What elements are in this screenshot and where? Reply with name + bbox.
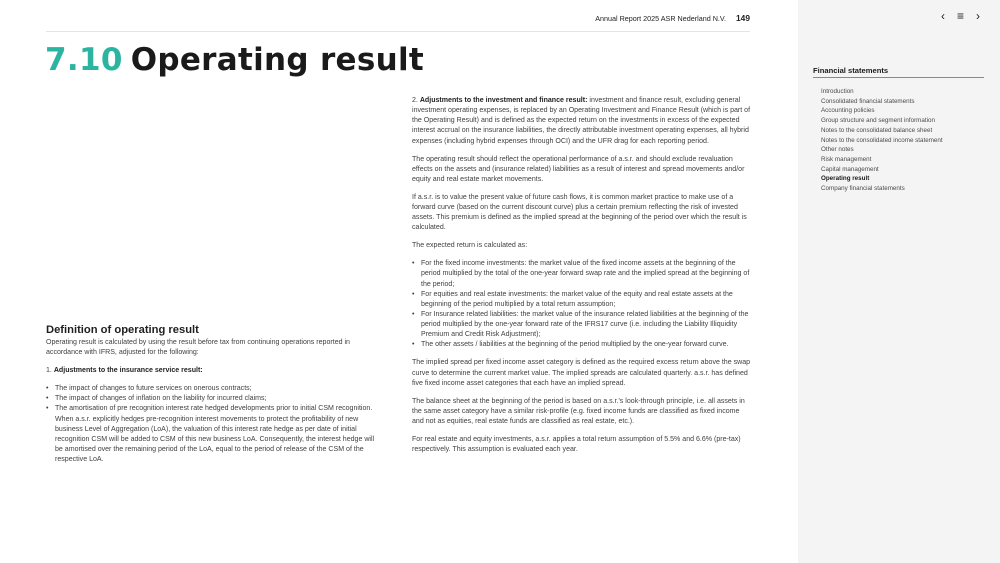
sidebar-item-capital-management[interactable]: Capital management (821, 165, 879, 173)
sidebar-item-group-structure[interactable]: Group structure and segment information (821, 117, 935, 125)
paragraph: The expected return is calculated as: (412, 242, 528, 250)
section-title: Operating result (130, 42, 425, 78)
page-navigation (941, 9, 980, 23)
list-item: • The impact of changes of inflation on the liability for incurred claims; (46, 394, 382, 404)
sidebar-item-operating-result[interactable]: Operating result (821, 175, 870, 183)
header-divider (46, 31, 750, 32)
sidebar-item-notes-balance-sheet[interactable]: Notes to the consolidated balance sheet (821, 126, 933, 134)
list-item: • The other assets / liabilities at the beginning of the period multiplied by the one-year forward curve. (412, 340, 751, 350)
list-item: • For Insurance related liabilities: the market value of the insurance related liabilities at the beginning of the period multiplied by the one-year forward rate of the IFRS17 curve (i.e. including the Liability Illiquidity Premium and Credit Risk Adjustment); (412, 310, 751, 340)
sidebar-item-accounting-policies[interactable]: Accounting policies (821, 107, 875, 115)
sidebar-item-notes-income-statement[interactable]: Notes to the consolidated income statement (821, 136, 943, 144)
sidebar-item-consolidated-financial-statements[interactable]: Consolidated financial statements (821, 97, 915, 105)
sidebar-item-other-notes[interactable]: Other notes (821, 146, 854, 154)
navigation-sidebar (798, 0, 1000, 563)
adjustment-1-list (46, 384, 382, 465)
list-item: • The amortisation of pre recognition interest rate hedged developments prior to initial CSM recognition. When a.s.r. explicitly hedges pre-recognition interest movements to protect the profitability of new business Level of Aggregation (LoA), the valuation of this interest rate hedge as per date of initial recognition CSM will be added to CSM of this new business LoA. Consequently, the interest hedge will be amortised over the remaining period of the LoA, equal to the period of release of the CSM of the respective LoA. (46, 404, 382, 465)
list-item: • The impact of changes to future services on onerous contracts; (46, 384, 382, 394)
page-header (595, 13, 750, 23)
sidebar-toc (821, 87, 943, 194)
paragraph: The operating result should reflect the operational performance of a.s.r. and should exclude revaluation effects on the assets and (insurance related) liabilities as a result of interest and spread movements and/or equity and real estate market movements. (412, 155, 745, 183)
sidebar-item-introduction[interactable]: Introduction (821, 88, 854, 95)
definition-heading: Definition of operating result (46, 324, 199, 336)
previous-page-icon[interactable]: ‹ (940, 9, 945, 23)
sidebar-title: Financial statements (813, 66, 889, 75)
list-item: • For equities and real estate investments: the market value of the equity and real estate assets at the beginning of the period multiplied by a total return assumption; (412, 290, 751, 310)
expected-return-list (412, 259, 751, 350)
left-column (46, 324, 382, 473)
right-column (412, 96, 751, 463)
report-title: Annual Report 2025 ASR Nederland N.V. (595, 13, 727, 23)
definition-intro: Operating result is calculated by using the result before tax from continuing operations reported in accordance with IFRS, adjusted for the following: (46, 339, 350, 357)
adjustment-2: 2. Adjustments to the investment and finance result: investment and finance result, excluding general investment operating expenses, is replaced by an Operating Investment and Finance Result (which is part of the Operating Result) and is defined as the expected return on the investments in excess of the expected interest accrual on the insurance liabilities, the directly attributable investment operating expenses, all hybrid expenses (including hybrid expenses through OCI) and the UFR drag for each reporting period. (412, 97, 751, 145)
sidebar-item-company-financial-statements[interactable]: Company financial statements (821, 185, 905, 193)
adjustment-1: 1. Adjustments to the insurance service result: (46, 367, 203, 375)
paragraph: For real estate and equity investments, a.s.r. applies a total return assumption of 5.5% and 6.6% (pre-tax) respectively. This assumption is evaluated each year. (412, 435, 741, 454)
page-title (45, 42, 424, 78)
next-page-icon[interactable]: › (976, 9, 980, 23)
sidebar-item-risk-management[interactable]: Risk management (821, 155, 872, 163)
paragraph: The balance sheet at the beginning of the period is based on a.s.r.'s look-through principle, i.e. all assets in the same asset category have a similar risk-profile (e.g. fixed income funds are classified as fixed income and not as equities, real estate funds are classified as real estate, etc.). (412, 397, 745, 425)
menu-icon[interactable]: ≡ (956, 9, 964, 23)
section-number: 7.10 (45, 42, 123, 78)
paragraph: The implied spread per fixed income asset category is defined as the required excess return above the swap curve to determine the current market value. The implied spreads are calculated quarterly. a.s.r. has defined five fixed income asset categories that each have an implied spread. (412, 359, 751, 387)
list-item: • For the fixed income investments: the market value of the fixed income assets at the beginning of the period multiplied by the total of the one-year forward swap rate and the implied spread at the beginning of the period; (412, 259, 751, 289)
sidebar-divider (813, 77, 984, 78)
page-number: 149 (736, 13, 750, 23)
paragraph: If a.s.r. is to value the present value of future cash flows, it is common market practice to make use of a forward curve (based on the current discount curve) plus a certain premium reflecting the risk of invested assets. This premium is defined as the implied spread at the beginning of the period over which the result is calculated. (412, 193, 747, 232)
